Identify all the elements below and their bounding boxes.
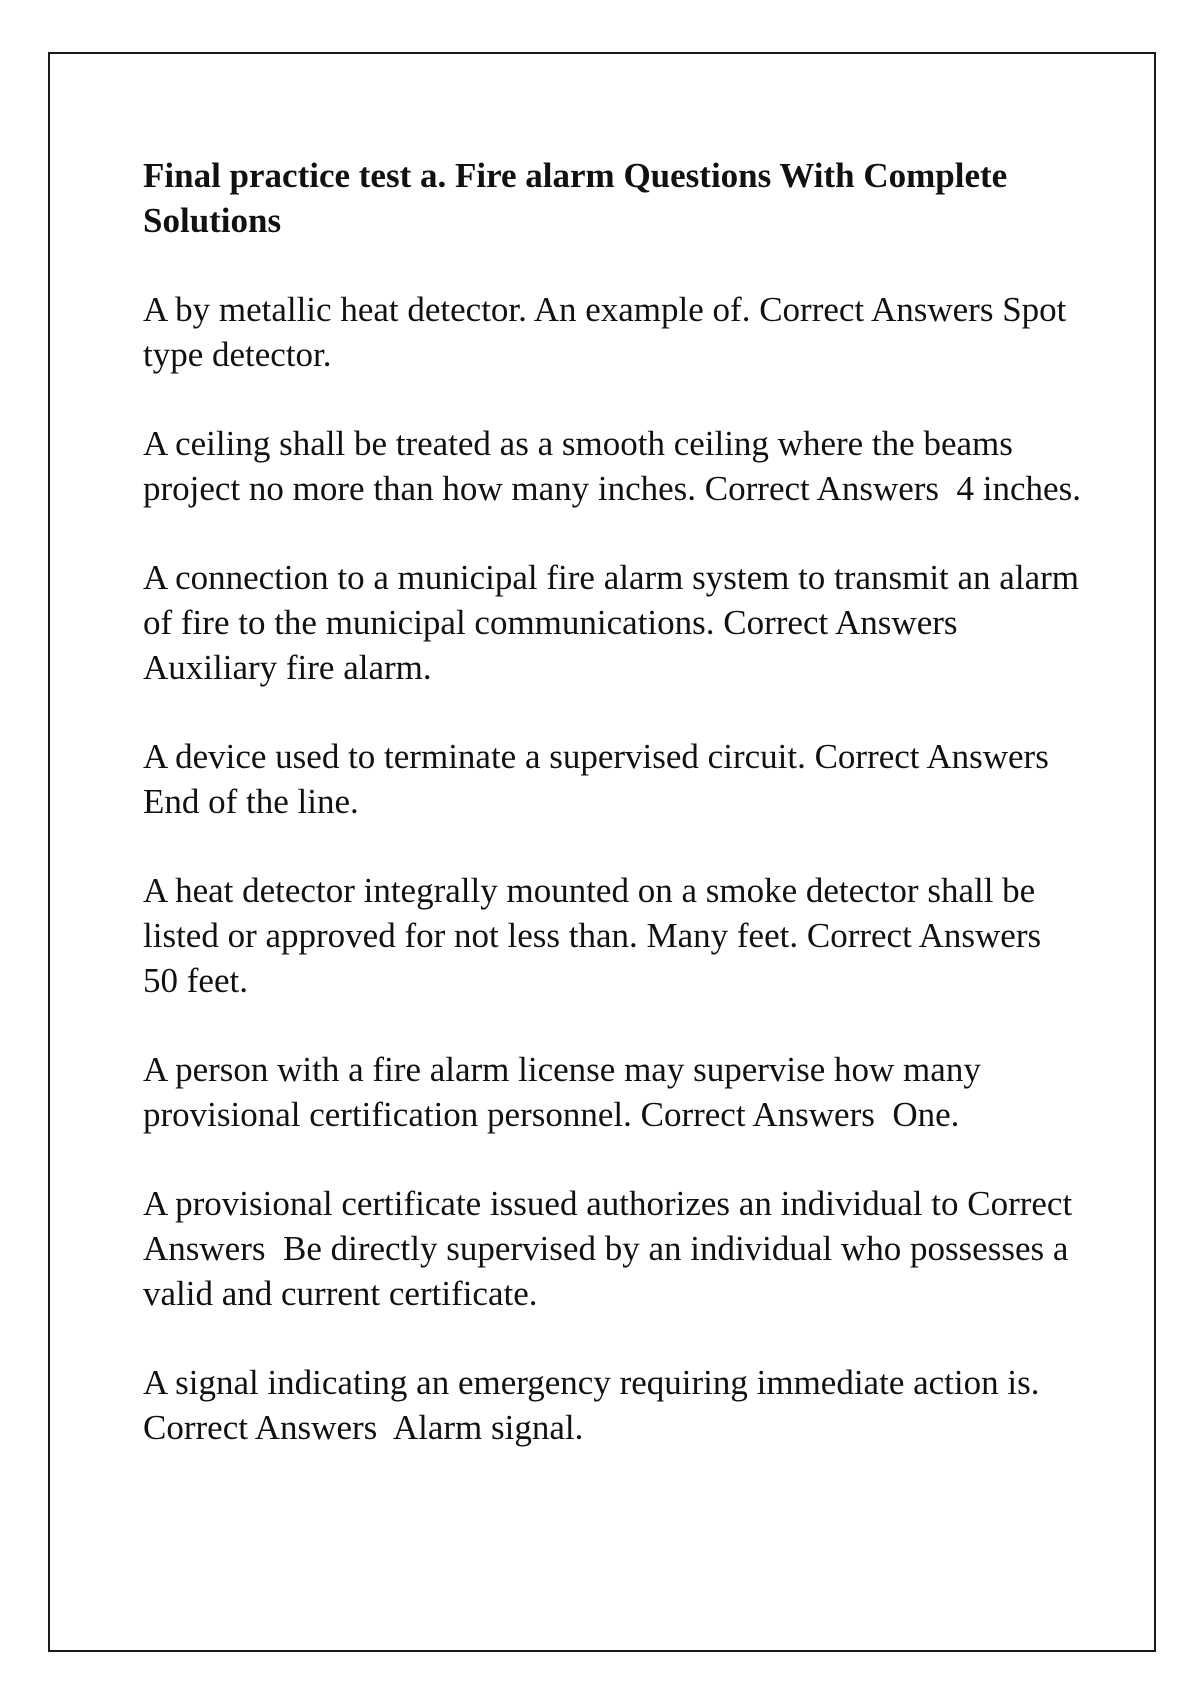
- qa-item: A signal indicating an emergency requiring immediate action is. Correct Answers Alarm signal.: [143, 1363, 1049, 1447]
- qa-item: A person with a fire alarm license may supervise how many provisional certification personnel. Correct Answers One.: [143, 1050, 990, 1134]
- qa-item: A provisional certificate issued authorizes an individual to Correct Answers Be directly supervised by an individual who possesses a valid and current certificate.: [143, 1184, 1080, 1313]
- qa-item: A by metallic heat detector. An example of. Correct Answers Spot type detector.: [143, 290, 1076, 374]
- qa-item: A device used to terminate a supervised circuit. Correct Answers End of the line.: [143, 737, 1058, 821]
- qa-item: A heat detector integrally mounted on a smoke detector shall be listed or approved for not less than. Many feet. Correct Answers 50 feet.: [143, 871, 1050, 1000]
- qa-item: A connection to a municipal fire alarm system to transmit an alarm of fire to the municipal communications. Correct Answers Auxiliary fire alarm.: [143, 558, 1088, 687]
- document-body: [143, 153, 1088, 1494]
- qa-item: A ceiling shall be treated as a smooth ceiling where the beams project no more than how many inches. Correct Answers 4 inches.: [143, 424, 1081, 508]
- document-title: Final practice test a. Fire alarm Questions With Complete Solutions: [143, 156, 1008, 240]
